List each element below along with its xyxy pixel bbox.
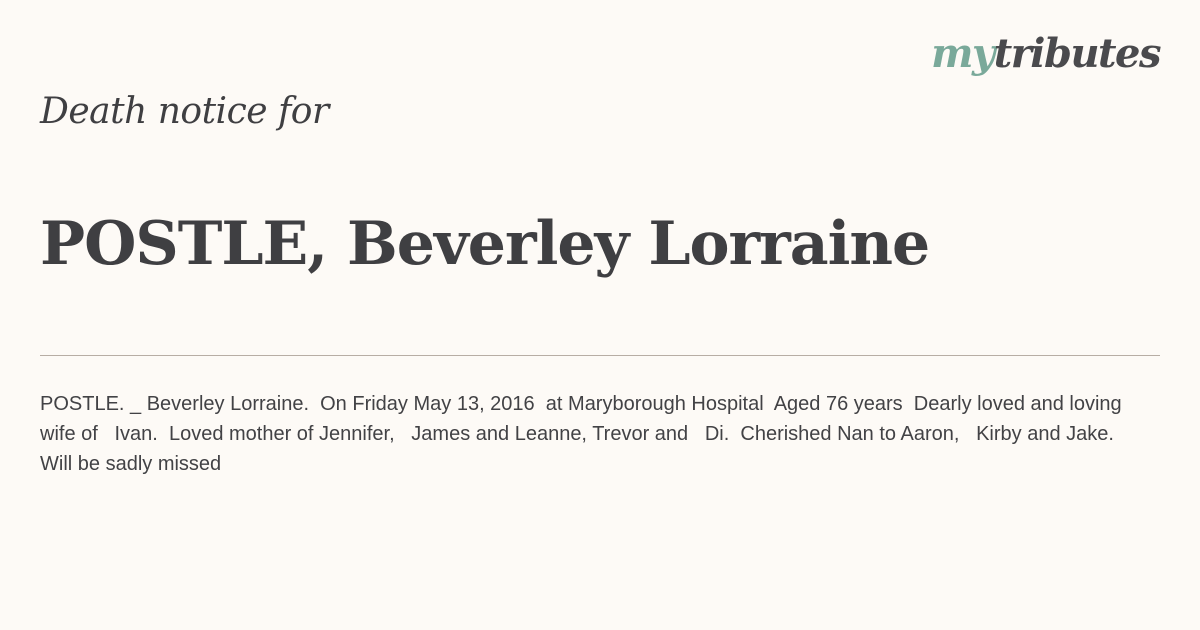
notice-text: POSTLE. _ Beverley Lorraine. On Friday May 13, 2016 at Maryborough Hospital Aged 76 years Dearly loved and loving wife of Ivan. Loved mother of Jennifer, James and Leanne, Trevor and Di. Cherished Nan to Aaron, Kirby and Jake. Will be sadly missed	[40, 393, 1131, 475]
deceased-name: POSTLE, Beverley Lorraine	[40, 209, 930, 279]
logo-prefix: my	[931, 30, 994, 77]
mytributes-logo	[931, 30, 1160, 77]
divider	[40, 355, 1160, 356]
logo-suffix: tributes	[993, 30, 1160, 77]
notice-kicker: Death notice for	[40, 91, 329, 132]
